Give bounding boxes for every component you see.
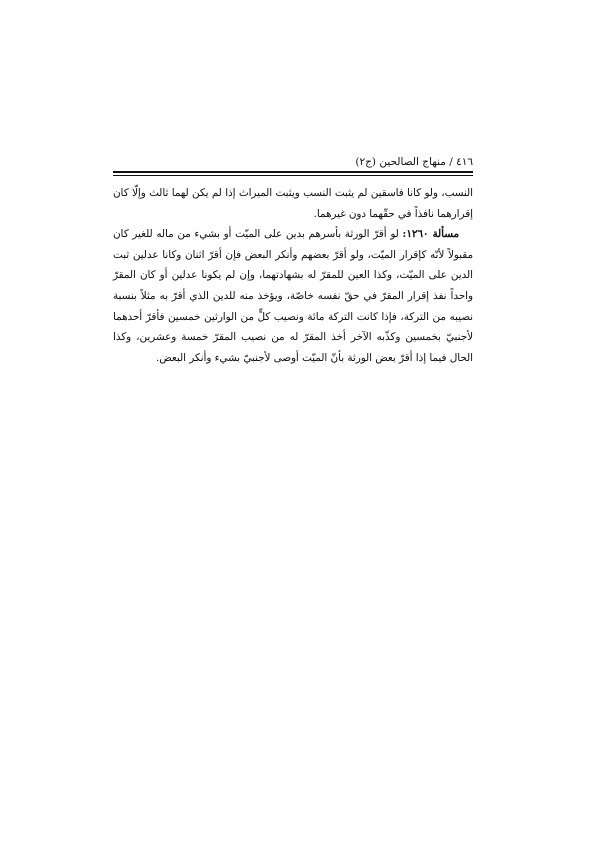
paragraph-continuation bbox=[113, 183, 473, 224]
running-title: ٤١٦ / منهاج الصالحين (ج٢) bbox=[355, 156, 473, 168]
issue-label: مسألة ١٢٦٠: bbox=[402, 228, 459, 241]
paragraph-text: لو أقرّ الورثة بأسرهم بدين على الميّت أو بشيء من ماله للغير كان مقبولاً لأنّه كإقرار الميّت، ولو أقرّ بعضهم وأنكر البعض فإن أقرّ اثنان وكانا عدلين ثبت الدين على الميّت، وكذا العين للمقرّ له بشهادتهما، وإن لم يكونا عدلين أو كان المقرّ واحداً نفذ إقرار المقرّ في حقّ نفسه خاصّة، ويؤخذ منه للدين الذي أقرّ به مثلاً بنسبة نصيبه من التركة، فإذا كانت التركة مائة ونصيب كلٍّ من الوارثين خمسين فأقرّ أحدهما لأجنبيّ بخمسين وكذّبه الآخر أخذ المقرّ له من نصيب المقرّ خمسة وعشرين، وكذا الحال فيما إذا أقرّ بعض الورثة بأنّ الميّت أوصى لأجنبيّ بشيء وأنكر البعض. bbox=[113, 228, 473, 364]
paragraph-text: النسب، ولو كانا فاسقين لم يثبت النسب ويثبت الميراث إذا لم يكن لهما ثالث وإلّا كان إقرارهما نافذاً في حقّهما دون غيرهما. bbox=[113, 187, 473, 220]
header-rule-thin bbox=[113, 175, 473, 176]
header-rule-thick bbox=[113, 171, 473, 173]
body-text bbox=[113, 183, 473, 368]
paragraph-issue-1260 bbox=[113, 224, 473, 368]
running-header bbox=[113, 154, 473, 170]
